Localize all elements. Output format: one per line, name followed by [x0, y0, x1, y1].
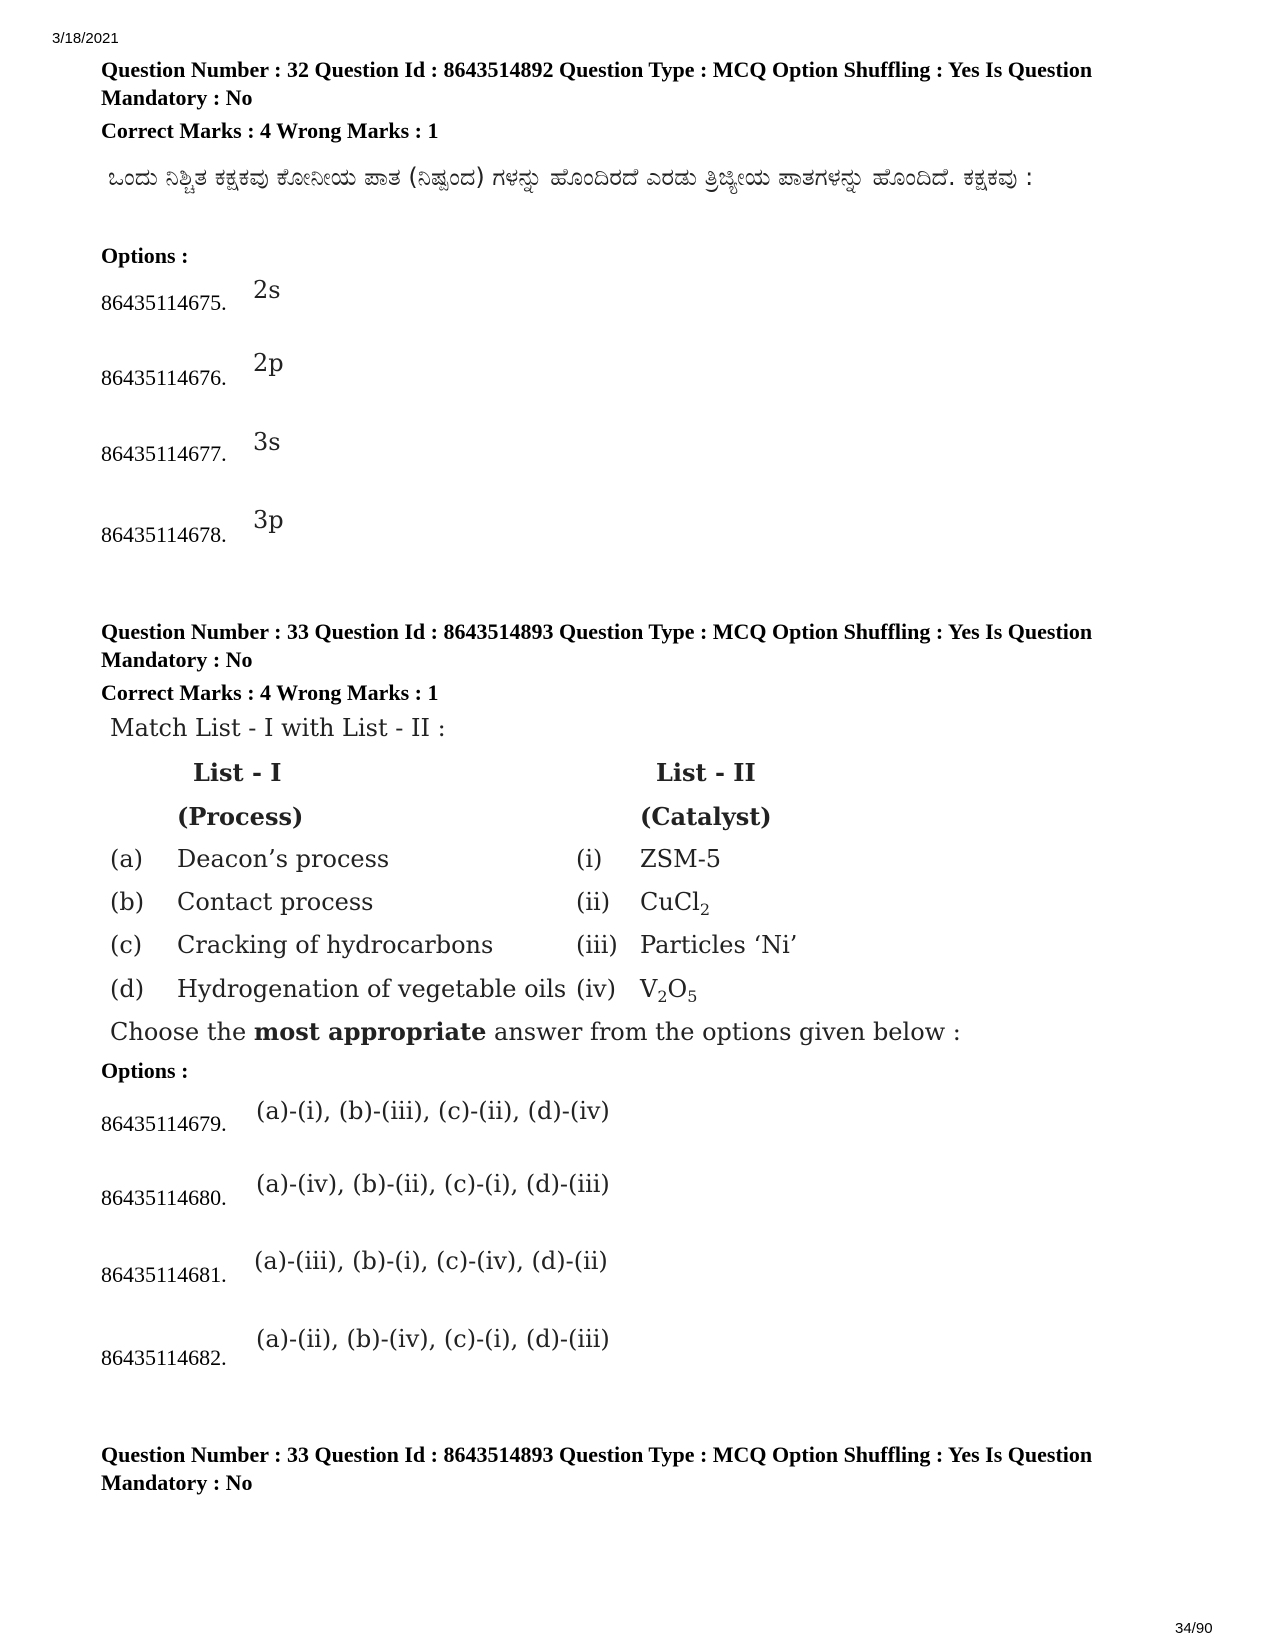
roman-label: (i) [576, 845, 603, 873]
row-label: (a) [110, 845, 144, 873]
instruction-text: answer from the options given below : [486, 1018, 961, 1046]
q33-marks: Correct Marks : 4 Wrong Marks : 1 [101, 680, 439, 705]
instruction-text: Choose the [110, 1018, 254, 1046]
q33-option-id: 86435114680. [101, 1185, 227, 1210]
q32-option-id: 86435114678. [101, 522, 227, 547]
q33-intro: Match List - I with List - II : [110, 714, 446, 742]
roman-label: (iii) [576, 931, 618, 959]
q33-option-id: 86435114679. [101, 1111, 227, 1136]
q33-option-value: (a)-(iv), (b)-(ii), (c)-(i), (d)-(iii) [256, 1170, 610, 1198]
q32-option-value: 2s [253, 276, 281, 304]
catalyst-main: CuCl [640, 888, 700, 916]
q32-header: Question Number : 32 Question Id : 8643514892 Question Type : MCQ Option Shuffling : Yes Is Question Mandatory : No [101, 57, 1093, 110]
next-question-header: Question Number : 33 Question Id : 8643514893 Question Type : MCQ Option Shuffling : Yes Is Question Mandatory : No [101, 1442, 1093, 1495]
q33-option-value: (a)-(i), (b)-(iii), (c)-(ii), (d)-(iv) [256, 1097, 610, 1125]
q32-option-id: 86435114677. [101, 441, 227, 466]
row-label: (c) [110, 931, 143, 959]
list1-title: List - I [193, 758, 282, 787]
q32-option-id: 86435114675. [101, 290, 227, 315]
q33-header: Question Number : 33 Question Id : 8643514893 Question Type : MCQ Option Shuffling : Yes Is Question Mandatory : No [101, 619, 1093, 672]
q32-option-value: 3s [253, 428, 281, 456]
process: Cracking of hydrocarbons [177, 931, 494, 959]
q33-option-value: (a)-(ii), (b)-(iv), (c)-(i), (d)-(iii) [256, 1325, 610, 1353]
row-label: (d) [110, 975, 145, 1003]
catalyst-subscript: 2 [699, 900, 711, 919]
q32-question-text: ಒಂದು ನಿಶ್ಚಿತ ಕಕ್ಷಕವು ಕೋನೀಯ ಪಾತ (ನಿಷ್ಪಂದ) ಗಳನ್ನು ಹೊಂದಿರದೆ ಎರಡು ತ್ರಿಜ್ಯೀಯ ಪಾತಗಳನ್ನು ಹೊಂದಿದೆ. ಕಕ್ಷಕವು : [108, 163, 1034, 191]
q33-option-id: 86435114681. [101, 1262, 227, 1287]
q33-instruction [110, 1017, 961, 1046]
q33-option-id: 86435114682. [101, 1345, 227, 1370]
process: Hydrogenation of vegetable oils [177, 975, 567, 1003]
q33-option-value: (a)-(iii), (b)-(i), (c)-(iv), (d)-(ii) [254, 1247, 608, 1275]
process: Contact process [177, 888, 374, 916]
catalyst-part: V [640, 975, 658, 1003]
catalyst: Particles ‘Ni’ [640, 931, 798, 959]
print-date: 3/18/2021 [52, 30, 119, 47]
instruction-emphasis: most appropriate [253, 1017, 487, 1046]
q32-options-label: Options : [101, 243, 189, 268]
roman-label: (ii) [576, 888, 611, 916]
q32-option-value: 3p [253, 506, 284, 534]
row-label: (b) [110, 888, 145, 916]
process: Deacon’s process [177, 845, 390, 873]
catalyst-part: O [667, 975, 688, 1003]
catalyst-subscript: 5 [687, 987, 698, 1006]
catalyst: ZSM-5 [640, 845, 722, 873]
list1-subtitle: (Process) [177, 802, 304, 831]
q32-option-id: 86435114676. [101, 365, 227, 390]
catalyst [640, 888, 710, 919]
catalyst [640, 975, 697, 1006]
list2-subtitle: (Catalyst) [640, 802, 772, 831]
catalyst-subscript: 2 [657, 987, 668, 1006]
list2-title: List - II [656, 758, 756, 787]
q32-option-value: 2p [253, 349, 284, 377]
q33-options-label: Options : [101, 1058, 189, 1083]
page-number: 34/90 [1175, 1620, 1213, 1637]
q32-marks: Correct Marks : 4 Wrong Marks : 1 [101, 118, 439, 143]
roman-label: (iv) [576, 975, 616, 1003]
